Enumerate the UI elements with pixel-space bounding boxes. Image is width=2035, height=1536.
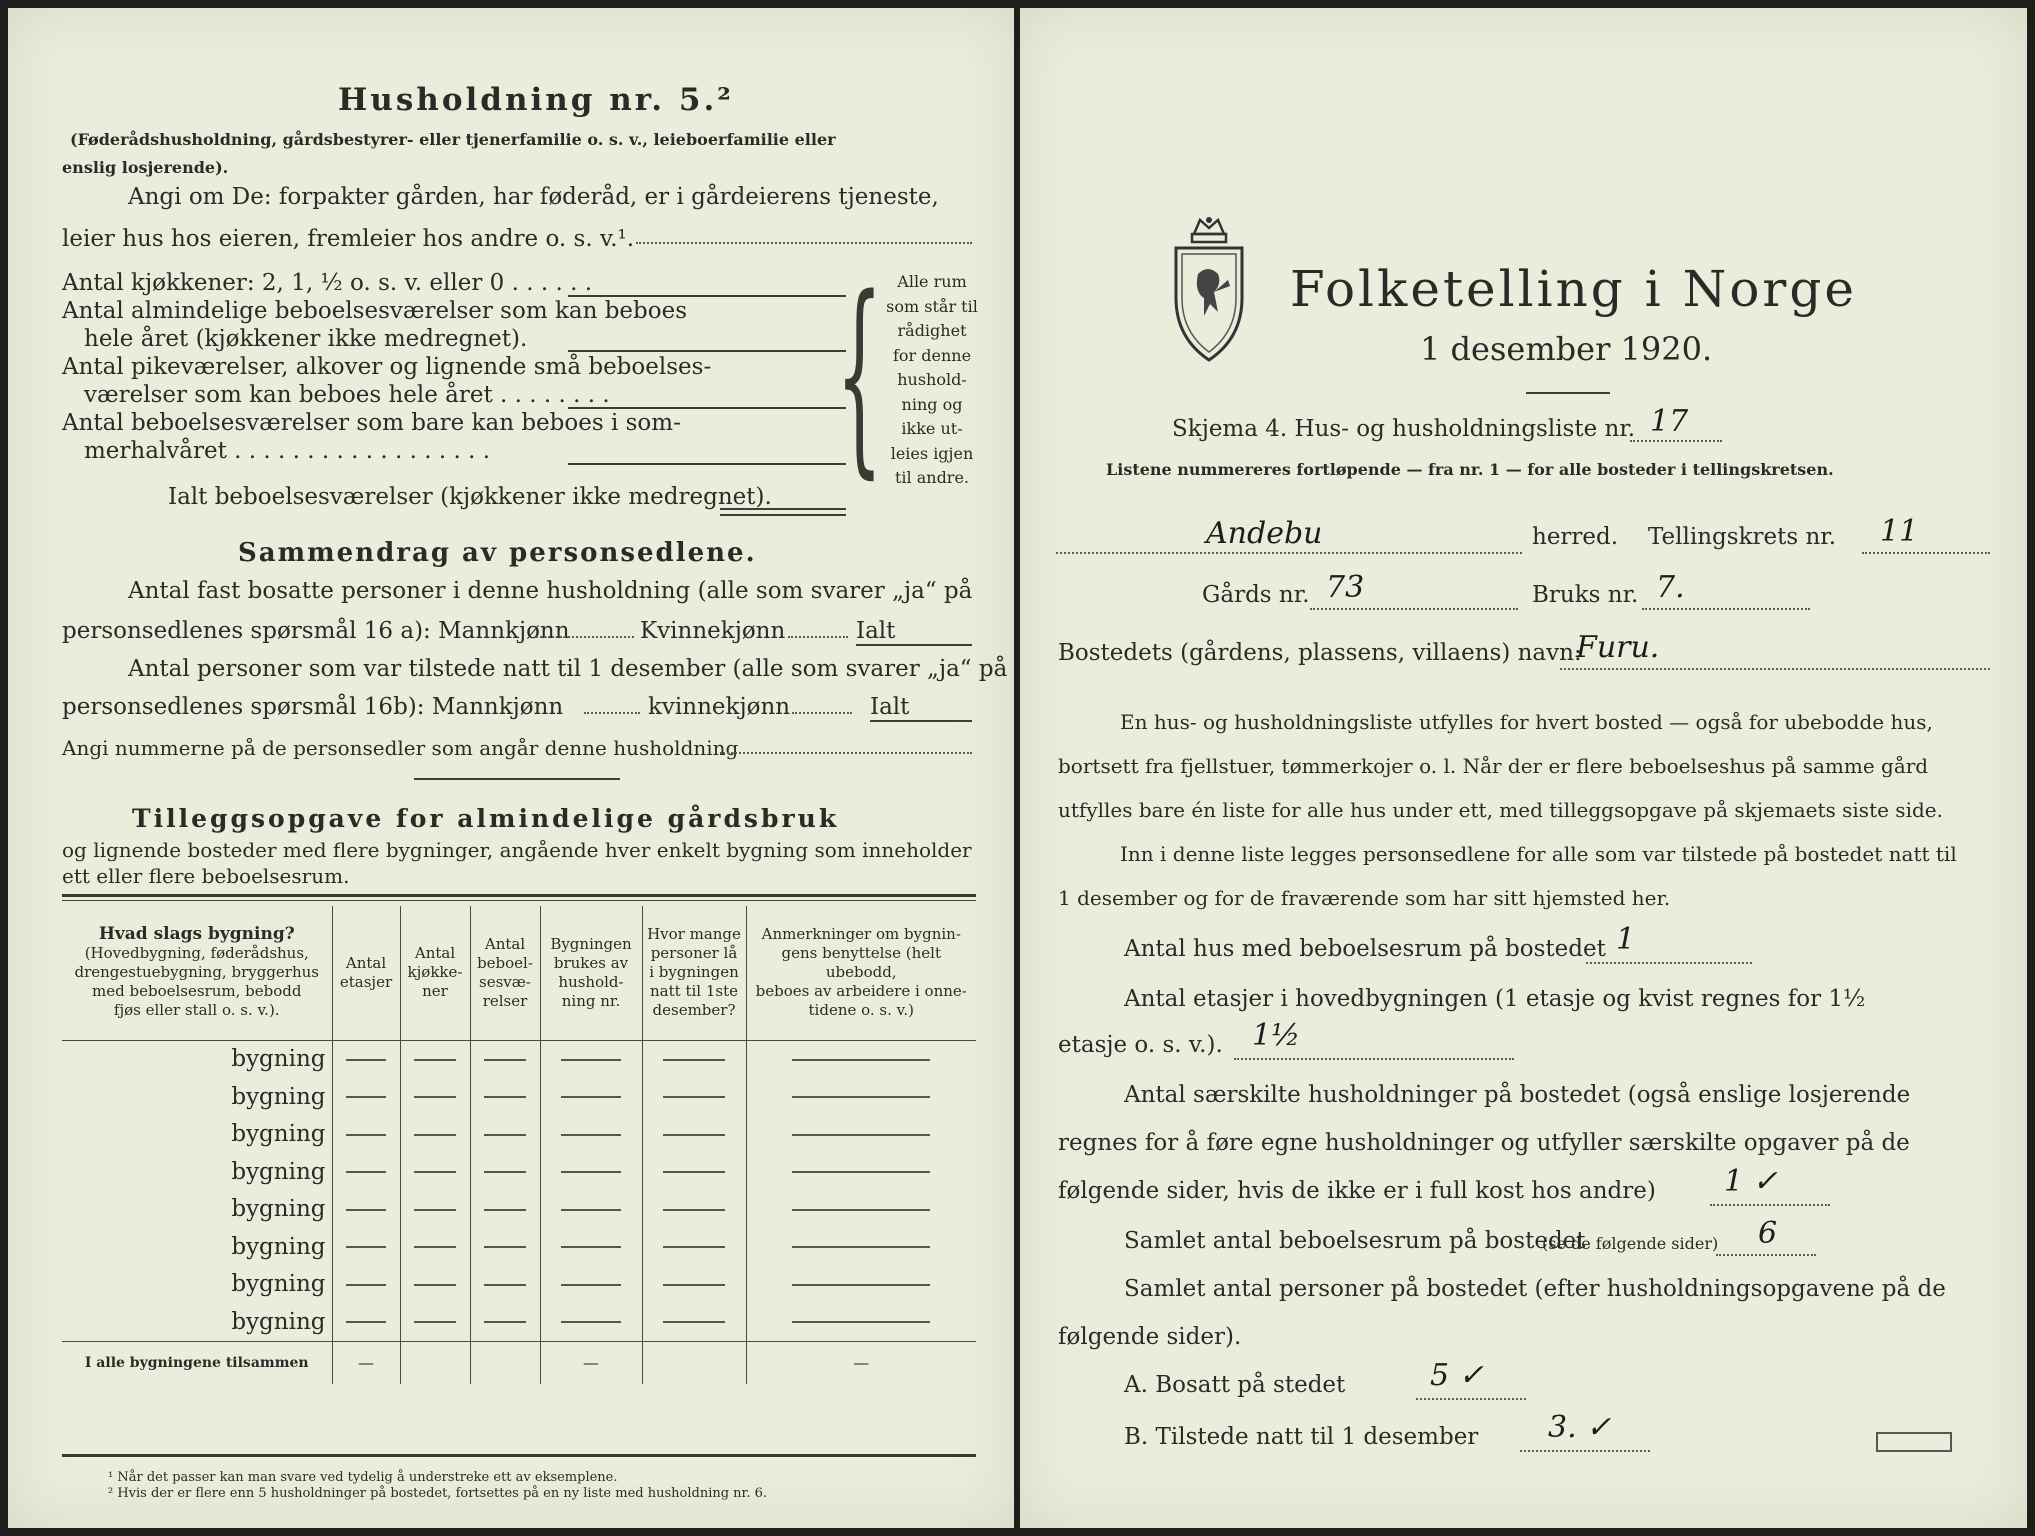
summary-p1-2: personsedlenes spørsmål 16 a): Mannkjønn: [62, 618, 570, 644]
bruks-line: [1642, 608, 1810, 610]
rooms-small: Antal pikeværelser, alkover og lignende små beboelses-: [62, 354, 712, 380]
rooms-summer: Antal beboelsesværelser som bare kan beboes i som-: [62, 410, 681, 436]
table-row: [62, 1266, 976, 1304]
info-line-2: bortsett fra fjellstuer, tømmerkojer o. l. Når der er flere beboelseshus på samme gård: [1058, 754, 1929, 778]
summary-p1-ialt: Ialt: [856, 618, 896, 644]
col-header-remarks: Anmerkninger om bygnin- gens benyttelse (helt ubebodd, beboes av arbeidere i onne- tidene o. s. v.): [746, 906, 976, 1040]
intro-paren-1: (Føderådshusholdning, gårdsbestyrer- eller tjenerfamilie o. s. v., leieboerfamilie eller: [70, 130, 836, 149]
row-label: bygning: [231, 1083, 326, 1110]
row-label: bygning: [231, 1196, 326, 1223]
gards-label: Gårds nr.: [1202, 582, 1310, 608]
etasjer-answer-line: [1234, 1058, 1514, 1060]
info-line-1: En hus- og husholdningsliste utfylles for hvert bosted — også for ubebodde hus,: [1120, 710, 1933, 734]
tillegg-heading: Tilleggsopgave for almindelige gårdsbruk: [132, 804, 840, 833]
tillegg-sub-2: ett eller flere beboelsesrum.: [62, 864, 350, 888]
p1-ialt-line[interactable]: [856, 644, 972, 646]
tillegg-sub-1: og lignende bosteder med flere bygninger, angående hver enkelt bygning som inneholder: [62, 838, 972, 862]
kitchens-answer-line[interactable]: [568, 295, 846, 297]
info-line-4: Inn i denne liste legges personsedlene for alle som var tilstede på bostedet natt til: [1120, 842, 1957, 866]
rum-value[interactable]: 6: [1758, 1216, 1778, 1251]
rooms-ordinary: Antal almindelige beboelsesværelser som kan beboes: [62, 298, 688, 324]
pers-line-2: følgende sider).: [1058, 1324, 1242, 1350]
skjema-label: Skjema 4. Hus- og husholdningsliste nr.: [1172, 416, 1636, 442]
rum-answer-line: [1716, 1254, 1816, 1256]
summary-p2-2: personsedlenes spørsmål 16b): Mannkjønn: [62, 694, 564, 720]
title-divider: [1526, 392, 1610, 394]
skjema-value[interactable]: 17: [1650, 404, 1689, 439]
table-top-rule: [62, 894, 976, 897]
hush-line-1: Antal særskilte husholdninger på bostedet (også enslige losjerende: [1124, 1082, 1911, 1108]
bosted-label: Bostedets (gårdens, plassens, villaens) navn:: [1058, 640, 1582, 666]
hus-label: Antal hus med beboelsesrum på bostedet: [1124, 936, 1606, 962]
p2-kvinne-line[interactable]: [792, 712, 852, 714]
etasjer-line-1: Antal etasjer i hovedbygningen (1 etasje og kvist regnes for 1½: [1124, 986, 1866, 1012]
ordinary-answer-line[interactable]: [568, 350, 846, 352]
coat-of-arms-icon: [1170, 214, 1248, 366]
rooms-small-2: værelser som kan beboes hele året . . . . . . . .: [84, 382, 610, 408]
table-row: [62, 1153, 976, 1191]
a-answer-line: [1416, 1398, 1526, 1400]
hush-answer-line: [1710, 1204, 1830, 1206]
buildings-table: [62, 906, 976, 1384]
left-page: [8, 8, 1014, 1528]
rooms-side-note: Alle rum som står til rådighet for denne hushold- ning og ikke ut- leies igjen til andre.: [886, 272, 978, 487]
table-row: [62, 1191, 976, 1229]
rum-label: Samlet antal beboelsesrum på bostedet: [1124, 1228, 1586, 1254]
summary-p2-ialt: Ialt: [870, 694, 910, 720]
col-header-floors: Antal etasjer: [332, 906, 400, 1040]
summer-answer-line[interactable]: [568, 463, 846, 465]
info-line-5: 1 desember og for de fraværende som har sitt hjemsted her.: [1058, 886, 1671, 910]
hush-line-3: følgende sider, hvis de ikke er i full kost hos andre): [1058, 1178, 1656, 1204]
table-row: [62, 1228, 976, 1266]
rooms-brace: {: [836, 252, 883, 497]
krets-label: Tellingskrets nr.: [1648, 524, 1837, 550]
angi-numbers-line[interactable]: [720, 752, 972, 754]
summary-angi: Angi nummerne på de personsedler som angår denne husholdning: [62, 736, 739, 760]
intro-paren-2: enslig losjerende).: [62, 158, 229, 177]
krets-value[interactable]: 11: [1880, 514, 1919, 549]
a-value[interactable]: 5 ✓: [1430, 1358, 1484, 1393]
table-sum-row: [62, 1341, 976, 1384]
row-label: bygning: [231, 1233, 326, 1260]
rooms-kitchens: Antal kjøkkener: 2, 1, ½ o. s. v. eller 0 . . . . . .: [62, 270, 593, 296]
summary-p2-1: Antal personer som var tilstede natt til 1 desember (alle som svarer „ja“ på: [128, 656, 1008, 682]
total-answer-line[interactable]: [720, 508, 846, 510]
row-label: bygning: [231, 1271, 326, 1298]
gards-value[interactable]: 73: [1326, 570, 1365, 605]
etasjer-value[interactable]: 1½: [1252, 1018, 1301, 1053]
herred-value[interactable]: Andebu: [1206, 516, 1323, 551]
hus-value[interactable]: 1: [1616, 922, 1636, 957]
etasjer-line-2: etasje o. s. v.).: [1058, 1032, 1223, 1058]
footnote-2: ² Hvis der er flere enn 5 husholdninger på bostedet, fortsettes på en ny liste med husholdning nr. 6.: [108, 1486, 768, 1501]
row-label: bygning: [231, 1121, 326, 1148]
herred-label: herred.: [1532, 524, 1619, 550]
row-label: bygning: [231, 1308, 326, 1335]
sum-household: —: [540, 1341, 642, 1384]
b-value[interactable]: 3. ✓: [1548, 1410, 1612, 1445]
row-label: bygning: [231, 1158, 326, 1185]
p1-mann-line[interactable]: [536, 636, 634, 638]
printer-stamp-icon: [1876, 1432, 1952, 1452]
hush-line-2: regnes for å føre egne husholdninger og utfyller særskilte opgaver på de: [1058, 1130, 1910, 1156]
col-header-type: Hvad slags bygning? (Hovedbygning, føderådshus, drengestuebygning, bryggerhus med beboelsesrum, bebodd fjøs eller stall o. s. v.).: [62, 906, 332, 1040]
bosted-value[interactable]: Furu.: [1576, 630, 1660, 665]
sum-label: I alle bygningene tilsammen: [62, 1341, 332, 1384]
col-header-persons: Hvor mange personer lå i bygningen natt til 1ste desember?: [642, 906, 746, 1040]
table-row: [62, 1040, 976, 1078]
hush-value[interactable]: 1 ✓: [1724, 1164, 1778, 1199]
sum-remarks: —: [746, 1341, 976, 1384]
table-top-rule-2: [62, 900, 976, 901]
angi-answer-line[interactable]: [636, 242, 972, 244]
summary-p1-1: Antal fast bosatte personer i denne husholdning (alle som svarer „ja“ på: [128, 578, 973, 604]
footnote-1: ¹ Når det passer kan man svare ved tydelig å understreke ett av eksemplene.: [108, 1470, 618, 1485]
summary-p2-kvinne: kvinnekjønn: [648, 694, 791, 720]
gards-line: [1310, 608, 1518, 610]
rum-note: (se de følgende sider): [1542, 1234, 1719, 1253]
pers-line-1: Samlet antal personer på bostedet (efter husholdningsopgavene på de: [1124, 1276, 1946, 1302]
p2-ialt-line[interactable]: [870, 720, 972, 722]
b-label: B. Tilstede natt til 1 desember: [1124, 1424, 1479, 1450]
table-row: [62, 1303, 976, 1341]
info-line-3: utfylles bare én liste for alle hus under ett, med tilleggsopgave på skjemaets siste side.: [1058, 798, 1943, 822]
col-header-rooms: Antal beboel- sesvæ- relser: [470, 906, 540, 1040]
bruks-label: Bruks nr.: [1532, 582, 1639, 608]
hus-line: [1586, 962, 1752, 964]
census-date: 1 desember 1920.: [1420, 330, 1713, 368]
sum-floors: —: [332, 1341, 400, 1384]
right-page: [1020, 8, 2027, 1528]
row-label: bygning: [231, 1046, 326, 1073]
census-title: Folketelling i Norge: [1290, 260, 1857, 318]
angi-line-1: Angi om De: forpakter gården, har føderåd, er i gårdeierens tjeneste,: [128, 184, 939, 210]
b-answer-line: [1520, 1450, 1650, 1452]
p1-kvinne-line[interactable]: [788, 636, 848, 638]
a-label: A. Bosatt på stedet: [1124, 1372, 1346, 1398]
herred-line: [1056, 552, 1522, 554]
table-row: [62, 1116, 976, 1154]
skjema-line: [1630, 440, 1722, 442]
total-answer-line-2: [720, 514, 846, 516]
table-bottom-rule: [62, 1454, 976, 1457]
col-header-household: Bygningen brukes av hushold- ning nr.: [540, 906, 642, 1040]
table-row: [62, 1078, 976, 1116]
bosted-line: [1560, 668, 1990, 670]
small-answer-line[interactable]: [568, 407, 846, 409]
bruks-value[interactable]: 7.: [1656, 570, 1685, 605]
summary-heading: Sammendrag av personsedlene.: [238, 538, 757, 568]
rooms-summer-2: merhalvåret . . . . . . . . . . . . . . . . . .: [84, 438, 491, 464]
summary-divider: [414, 778, 620, 780]
angi-line-2: leier hus hos eieren, fremleier hos andre o. s. v.¹.: [62, 226, 635, 252]
rooms-ordinary-2: hele året (kjøkkener ikke medregnet).: [84, 326, 528, 352]
household-heading: Husholdning nr. 5.²: [338, 82, 734, 118]
summary-p1-kvinne: Kvinnekjønn: [640, 618, 786, 644]
col-header-kitchens: Antal kjøkke- ner: [400, 906, 470, 1040]
p2-mann-line[interactable]: [584, 712, 640, 714]
listene-note: Listene nummereres fortløpende — fra nr. 1 — for alle bosteder i tellingskretsen.: [1106, 460, 1834, 479]
krets-line: [1862, 552, 1990, 554]
rooms-total: Ialt beboelsesværelser (kjøkkener ikke medregnet).: [168, 484, 772, 510]
